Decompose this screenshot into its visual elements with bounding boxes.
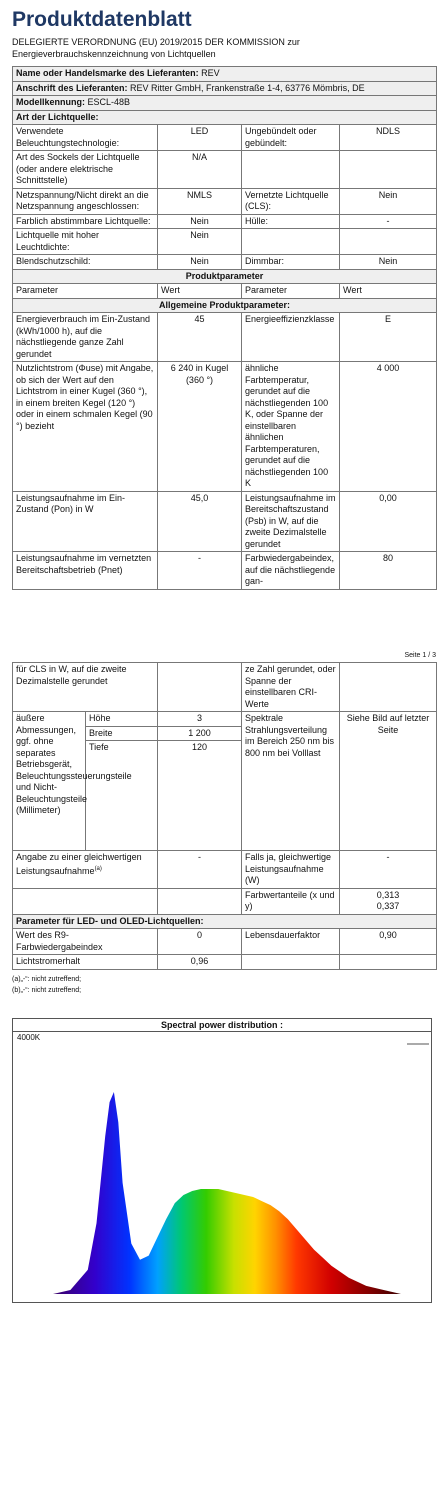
- page-number: Seite 1 / 3: [404, 652, 436, 659]
- spectrum-plot: [13, 1032, 431, 1302]
- datasheet-page-2: [12, 662, 436, 996]
- product-params-heading: Produktparameter: [13, 269, 437, 284]
- table-row: für CLS in W, auf die zweite Dezimalstelle gerundet ze Zahl gerundet, oder Spanne der einstellbaren CRI-Werte: [13, 663, 437, 712]
- model-row: Modellkennung: ESCL-48B: [13, 96, 437, 111]
- footnote: (b)„-“: nicht zutreffend;: [12, 986, 82, 994]
- series-label: 4000K: [17, 1033, 41, 1042]
- table-row: Lichtstromerhalt 0,96: [13, 955, 437, 970]
- table-row: Angabe zu einer gleichwertigen Leistungsaufnahme$^{(a)}$ - Falls ja, gleichwertige Leistungsaufnahme (W) -: [13, 851, 437, 889]
- subtitle-line: DELEGIERTE VERORDNUNG (EU) 2019/2015 DER KOMMISSION zur: [12, 37, 300, 47]
- regulation-subtitle: [12, 36, 436, 60]
- datasheet-page: [12, 8, 436, 590]
- table-row: Tiefe 120: [13, 741, 437, 851]
- table-row: Leistungsaufnahme im Ein-Zustand (Pon) in W 45,0 Leistungsaufnahme im Bereitschaftszustand (Psb) in W, auf die zweite Dezimalstelle gerundet 0,00: [13, 491, 437, 552]
- light-source-heading: Art der Lichtquelle:: [13, 110, 437, 125]
- supplier-row: Name oder Handelsmarke des Lieferanten: REV: [13, 67, 437, 82]
- table-row: Nutzlichtstrom (Φuse) mit Angabe, ob sich der Wert auf den Lichtstrom in einer Kugel (360 °), in einem breiten Kegel (120 °) oder in einem schmalen Kegel (90 °) bezieht 6 240 in Kugel (360 °) ähnliche Farbtemperatur, gerundet auf die nächstliegenden 100 K, oder Spanne der einstellbaren ähnlichen Farbtemperaturen, gerundet auf die nächstliegenden 100 K 4 000: [13, 362, 437, 492]
- address-row: Anschrift des Lieferanten: REV Ritter GmbH, Frankenstraße 1-4, 63776 Mömbris, DE: [13, 81, 437, 96]
- chart-title: Spectral power distribution :: [13, 1019, 431, 1032]
- table-row: äußere Abmessungen, ggf. ohne separates Betriebsgerät, Beleuchtungssteuerungsteile und Nicht-Beleuchtungsteile (Millimeter) Höhe 3 Spektrale Strahlungsverteilung im Bereich 250 nm bis 800 nm bei Volllast Siehe Bild auf letzter Seite: [13, 712, 437, 727]
- dimensions-label: äußere Abmessungen, ggf. ohne separates Betriebsgerät, Beleuchtungssteuerungsteile und Nicht-Beleuchtungsteile (Millimeter): [13, 712, 86, 851]
- general-params-heading: Allgemeine Produktparameter:: [13, 298, 437, 313]
- datasheet-table-part2: [12, 662, 437, 970]
- spectral-chart: [12, 1018, 432, 1303]
- datasheet-table-part1: [12, 66, 437, 590]
- table-row: Energieverbrauch im Ein-Zustand (kWh/1000 h), auf die nächstliegende ganze Zahl gerundet 45 Energieeffizienzklasse E: [13, 313, 437, 362]
- footnotes: [12, 974, 436, 996]
- table-row: Farbwertanteile (x und y) 0,313 0,337: [13, 888, 437, 914]
- led-params-heading: Parameter für LED- und OLED-Lichtquellen:: [13, 914, 437, 929]
- table-row: Blendschutzschild: Nein Dimmbar: Nein: [13, 255, 437, 270]
- table-row: Verwendete Beleuchtungstechnologie: LED Ungebündelt oder gebündelt: NDLS: [13, 125, 437, 151]
- table-row: Art des Sockels der Lichtquelle (oder andere elektrische Schnittstelle) N/A: [13, 151, 437, 189]
- footnote: (a)„-“: nicht zutreffend;: [12, 975, 82, 983]
- column-header-row: Parameter Wert Parameter Wert: [13, 284, 437, 299]
- table-row: Wert des R9-Farbwiedergabeindex 0 Lebensdauerfaktor 0,90: [13, 929, 437, 955]
- table-row: Lichtquelle mit hoher Leuchtdichte: Nein: [13, 229, 437, 255]
- spectrum-area: [53, 1092, 401, 1294]
- table-row: Netzspannung/Nicht direkt an die Netzspannung angeschlossen: NMLS Vernetzte Lichtquelle (CLS): Nein: [13, 188, 437, 214]
- table-row: Leistungsaufnahme im vernetzten Bereitschaftsbetrieb (Pnet) - Farbwiedergabeindex, auf die nächstliegende gan- 80: [13, 552, 437, 590]
- table-row: Breite 1 200: [13, 726, 437, 741]
- page-break: [0, 650, 448, 660]
- subtitle-line: Energieverbrauchskennzeichnung von Lichtquellen: [12, 49, 216, 59]
- page-title: Produktdatenblatt: [12, 8, 192, 31]
- table-row: Farblich abstimmbare Lichtquelle: Nein Hülle: -: [13, 214, 437, 229]
